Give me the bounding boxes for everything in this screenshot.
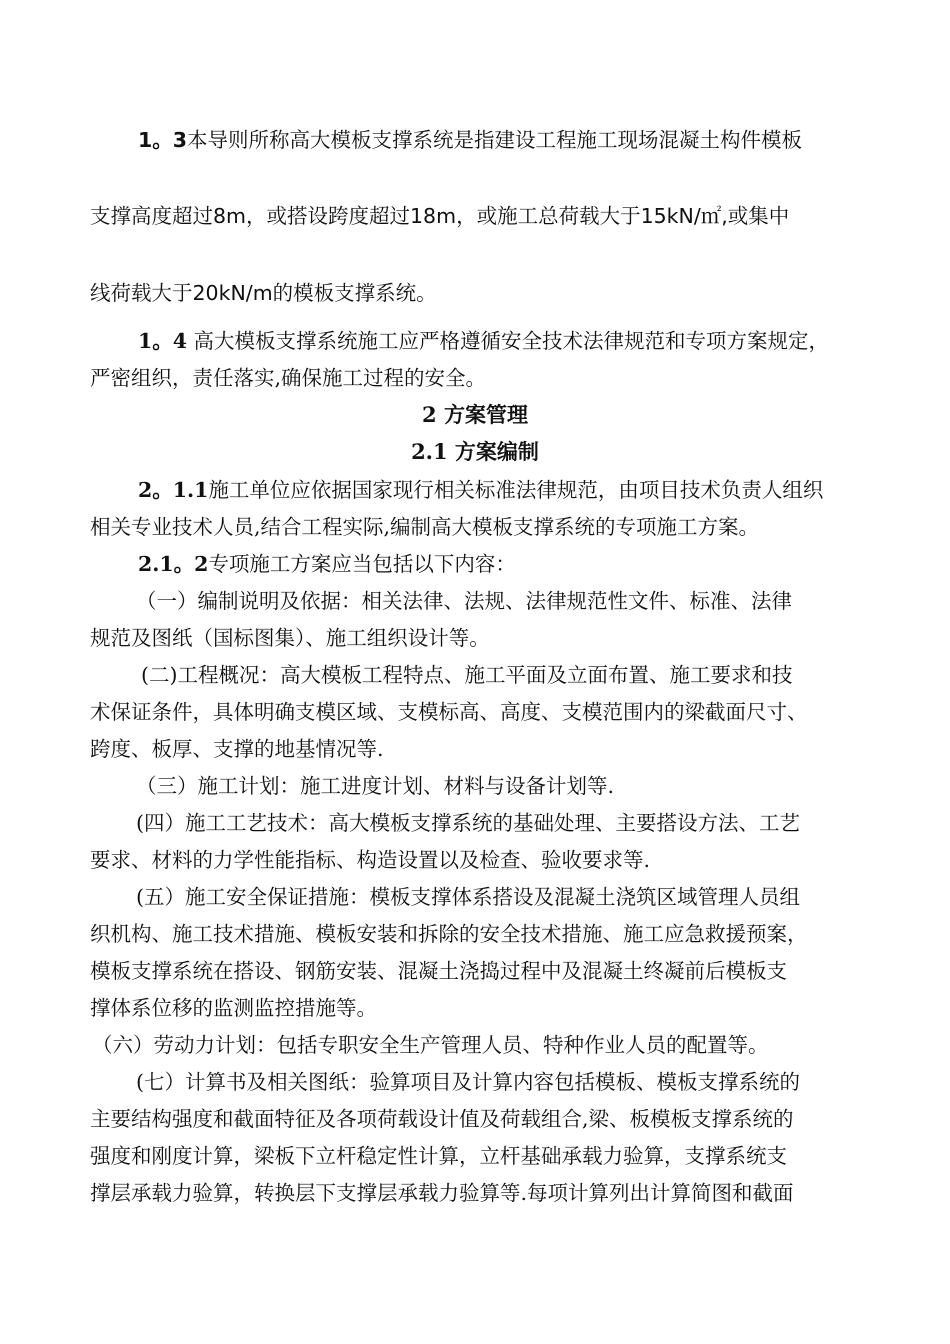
item-7-line-1: (七）计算书及相关图纸：验算项目及计算内容包括模板、模板支撑系统的 [136, 1070, 800, 1094]
item-4-line-2: 要求、材料的力学性能指标、构造设置以及检查、验收要求等. [90, 848, 651, 872]
paragraph-2-1-1-line-2 [90, 513, 759, 541]
section-number-2-1-2: 2.1。2 [138, 552, 209, 576]
item-5-line-3: 模板支撑系统在搭设、钢筋安装、混凝土浇捣过程中及混凝土终凝前后模板支 [90, 959, 787, 983]
paragraph-1-3-line-3 [90, 279, 437, 307]
item-7-line-3: 强度和刚度计算，梁板下立杆稳定性计算，立杆基础承载力验算，支撑系统支 [90, 1144, 787, 1168]
item-5-line-4: 撑体系位移的监测监控措施等。 [90, 996, 377, 1020]
section-number-2-1-1: 2。1.1 [138, 478, 209, 502]
item-3-line-1: （三）施工计划：施工进度计划、材料与设备计划等. [136, 774, 615, 798]
item-7-line-4: 撑层承载力验算，转换层下支撑层承载力验算等.每项计算列出计算简图和截面 [90, 1181, 794, 1205]
item-2-line-3: 跨度、板厚、支撑的地基情况等. [90, 737, 384, 761]
paragraph-text: 线荷载大于20kN/m的模板支撑系统。 [90, 281, 437, 305]
paragraph-1-4-line-1 [138, 327, 866, 355]
item-6-line-1: （六）劳动力计划：包括专职安全生产管理人员、特种作业人员的配置等。 [92, 1033, 769, 1057]
paragraph-1-3-line-2 [90, 202, 864, 230]
paragraph-text: 严密组织，责任落实,确保施工过程的安全。 [90, 366, 487, 390]
item-2-line-1: (二)工程概况：高大模板工程特点、施工平面及立面布置、施工要求和技 [141, 663, 793, 687]
paragraph-2-1-1-line-1 [138, 476, 866, 504]
paragraph-1-3-line-1 [138, 126, 864, 154]
item-2-line-2: 术保证条件，具体明确支模区域、支模标高、高度、支模范围内的梁截面尺寸、 [90, 700, 808, 724]
item-4-line-1: (四）施工工艺技术：高大模板支撑系统的基础处理、主要搭设方法、工艺 [136, 811, 800, 835]
item-5-line-2: 织机构、施工技术措施、模板安装和拆除的安全技术措施、施工应急救援预案， [90, 922, 808, 946]
item-1-line-1: （一）编制说明及依据：相关法律、法规、法律规范性文件、标准、法律 [136, 589, 792, 613]
item-1-line-2: 规范及图纸（国标图集）、施工组织设计等。 [90, 626, 490, 650]
section-number-1-3: 1。3 [138, 128, 188, 152]
item-7-line-2: 主要结构强度和截面特征及各项荷载设计值及荷载组合,梁、板模板支撑系统的 [90, 1107, 794, 1131]
paragraph-text: 支撑高度超过8m，或搭设跨度超过18m，或施工总荷载大于15kN/㎡,或集中 [90, 204, 790, 228]
paragraph-text: 本导则所称高大模板支撑系统是指建设工程施工现场混凝土构件模板 [187, 128, 803, 152]
paragraph-text: 专项施工方案应当包括以下内容： [208, 552, 516, 576]
paragraph-text: 高大模板支撑系统施工应严格遵循安全技术法律规范和专项方案规定， [187, 329, 830, 353]
item-5-line-1: (五）施工安全保证措施：模板支撑体系搭设及混凝土浇筑区域管理人员组 [136, 885, 800, 909]
paragraph-text: 相关专业技术人员,结合工程实际,编制高大模板支撑系统的专项施工方案。 [90, 515, 760, 539]
heading-2-1: 2.1 方案编制 [411, 439, 539, 464]
section-number-1-4: 1。4 [138, 329, 188, 353]
paragraph-2-1-2-line-1 [138, 550, 516, 578]
paragraph-text: 施工单位应依据国家现行相关标准法律规范，由项目技术负责人组织 [208, 478, 824, 502]
heading-2: 2 方案管理 [422, 402, 528, 427]
paragraph-1-4-line-2 [90, 364, 486, 392]
